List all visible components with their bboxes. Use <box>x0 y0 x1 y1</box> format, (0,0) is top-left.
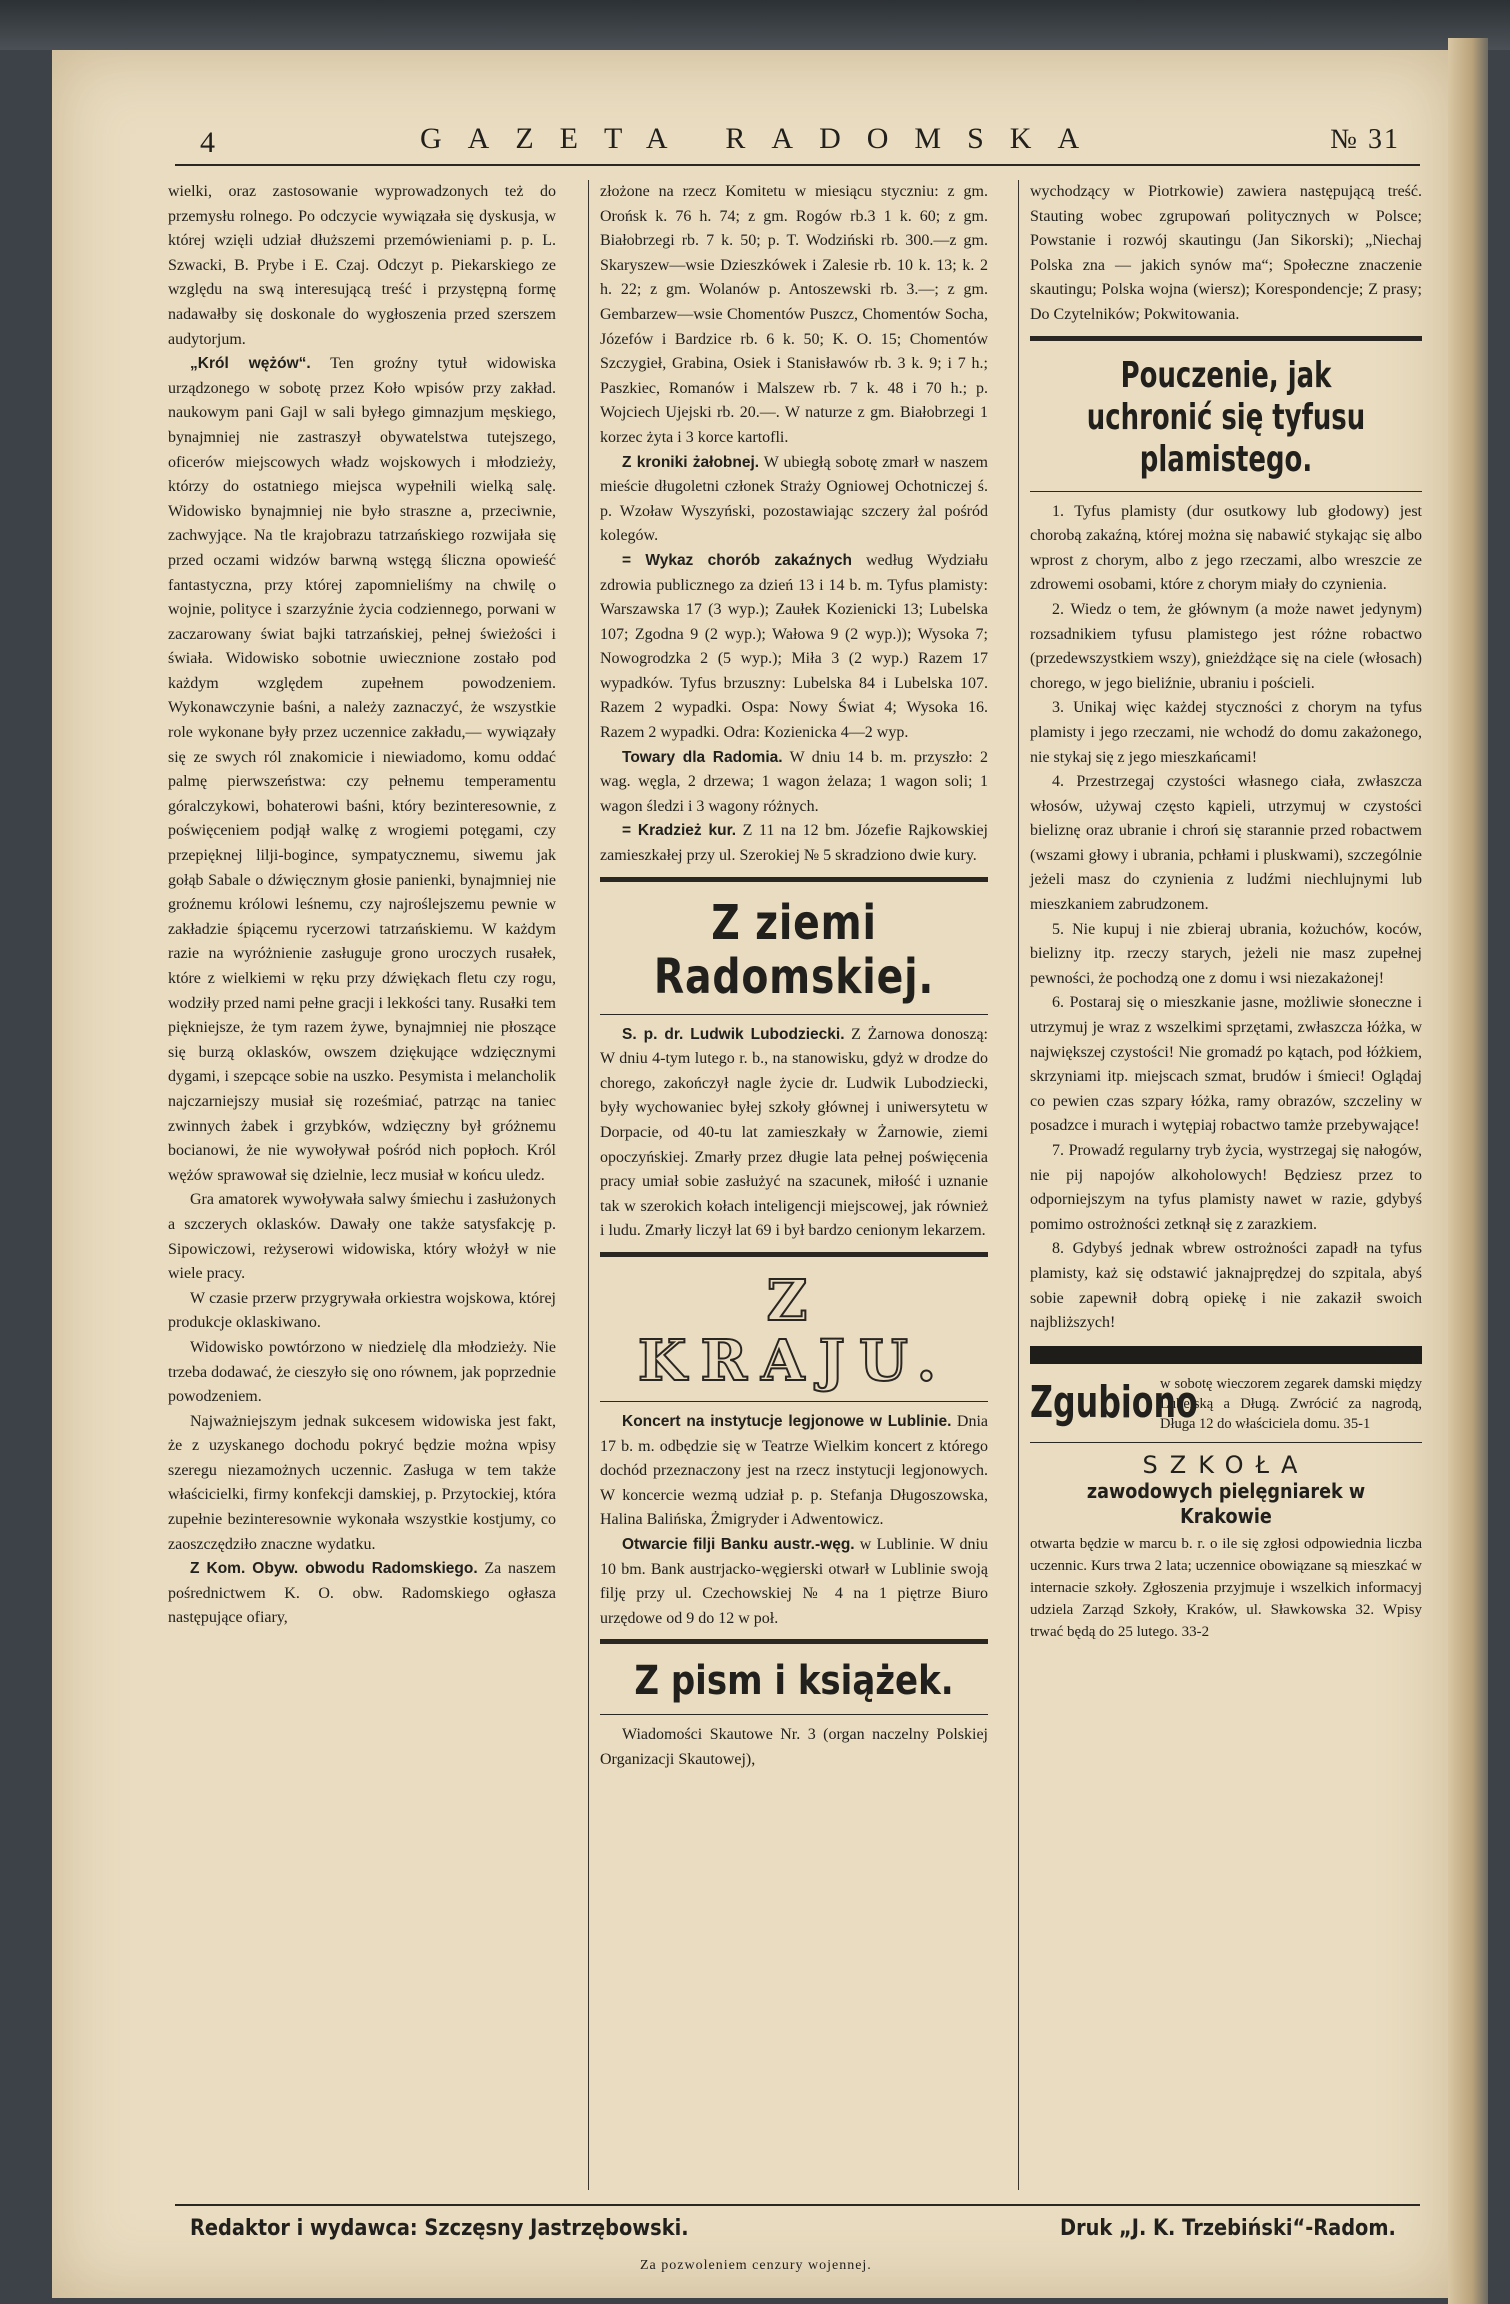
column-divider <box>588 180 589 2190</box>
article-paragraph <box>600 451 988 549</box>
article-paragraph <box>168 1336 556 1410</box>
article-text: Widowisko powtórzono w niedzielę dla młodzieży. Nie trzeba dodawać, że cieszyło się ono równem, jak poprzednie powodzeniem. <box>168 1338 556 1406</box>
article-text: w Lublinie. W dniu 10 bm. Bank austrjacko-węgierski otwarł w Lublinie swoją filję przy ul. Czechowskiej № 4 na 1 piętrze Biuro urzędowe od 9 do 12 w poł. <box>600 1535 988 1627</box>
column-1 <box>168 180 556 1631</box>
article-paragraph <box>1030 770 1422 918</box>
article-lead: Towary dla Radomia. <box>622 748 783 766</box>
article-text: W dniu 14 b. m. przyszło: 2 wag. węgla, 2 drzewa; 1 wagon żelaza; 1 wagon soli; 1 wagon śledzi i 3 wagony różnych. <box>600 748 989 815</box>
article-lead: S. p. dr. Ludwik Lubodziecki. <box>622 1025 845 1043</box>
page-number: 4 <box>200 126 217 159</box>
article-text: Dnia 17 b. m. odbędzie się w Teatrze Wielkim koncert z którego dochód przeznaczony jest na rzecz instytucji legjonowych. W koncercie wezmą udział p. p. Stefanja Długoszowska, Halina Balińska, Żmigryder i Adwentowicz. <box>600 1412 988 1529</box>
ad-zgubiono-text: w sobotę wieczorem zegarek damski między Lubelską a Długą. Zwrócić za nagrodą, Długa 12 do właściciela domu. 35-1 <box>1160 1375 1422 1432</box>
article-text: 2. Wiedz o tem, że głównym (a może nawet jedynym) rozsadnikiem tyfusu plamistego jest różne robactwo (przedewszystkiem wszy), gnieżdżące się na ciele (włosach) chorego, w jego bieliźnie, ubraniu i pościeli. <box>1030 600 1422 692</box>
article-paragraph <box>1030 180 1422 328</box>
article-lead: Koncert na instytucje legjonowe w Lublinie. <box>622 1412 952 1430</box>
section-rule <box>600 1639 988 1644</box>
article-text: Ten groźny tytuł widowiska urządzonego w sobotę przez Koło wpisów przy zakład. naukowym pani Gajl w sali byłego gimnazjum męskiego, bynajmniej nie zastraszył obywatelstwa tutejszego, oficerów miejscowych władz wojskowych i młodzieży, którzy do ostatniego miejsca wypełnili wielką salę. Widowisko bynajmniej nie było straszne a, przeciwnie, zachwyjące. Na tle krajobrazu tatrzańskiego rozwijała się przed oczami widzów barwną wstęgą śliczna opowieść fantastyczna, przy której zapomnieliśmy na chwilę o wojnie, polityce i szarzyźnie życia codziennego, porwani w zaczarowany świat bajki tatrzańskiej, pełnej świeżości i świała. Widowisko sobotnie uwiecznione zostało pod każdym względem zupełnem powodzeniem. Wykonawczynie baśni, a należy zaznaczyć, że wszystkie role wykonane były przez uczennice zakładu,— wywiązały się ze swych ról znakomicie i niewiadomo, komu oddać palmę pierwszeństwa: czy pełnemu temperamentu góralczykowi, bohaterowi baśni, który bezinteresownie, z poświęceniem podjął walkę z wrogiemi potęgami, czy przepięknej lilji-bogince, sympatycznemu, siwemu jak gołąb Sabale o dźwięcznym głosie panienki, bynajmniej nie groźnemu królowi leśnemu, czy najroślejszemu pewnie w zakładzie śpiącemu rycerzowi tatrzańskiemu. W każdym razie na wyróżnienie zasługuje grono uroczych rusałek, które z wielkiemi w ręku przy dźwiękach fletu czy rogu, wodziły przed nami pełne gracji i lekkości tany. Rusałki tem piękniejsze, że tym razem żywe, bynajmniej nie płoszące się burzą oklasków, owszem dziękujące wdzięcznymi dygami, i szepcące sobie na uszko. Pesymista i melancholik najczarniejszy musiał się roześmiać, patrząc na taniec zwinnych żabek i grzybków, wdzięczny był gróżnemu bocianowi, że nie wywoływał pośród nich popłoch. Król wężów sprawował się dzielnie, lecz musiał w końcu uledz. <box>168 355 556 1184</box>
article-paragraph <box>600 1723 988 1772</box>
article-text: Wiadomości Skautowe Nr. 3 (organ naczelny Polskiej Organizacji Skautowej), <box>600 1726 988 1768</box>
ad-rule <box>1030 1442 1422 1443</box>
article-text: Najważniejszym jednak sukcesem widowiska jest fakt, że z uzyskanego dochodu pokryć będzie można wpisy szeregu niezamożnych uczennic. Zasługa w tem także właścicielki, firmy konfekcji damskiej, p. Przytockiej, która zupełnie bezinteresownie wykonała wszystkie kostjumy, co zaoszczędziło znaczne wydatku. <box>168 1412 556 1553</box>
article-text: 8. Gdybyś jednak wbrew ostrożności zapadł na tyfus plamisty, każ się odstawić jaknajprędzej do szpitala, abyś sobie zapewnił dobrą opiekę i nie zakaził swoich najbliższych! <box>1030 1240 1422 1332</box>
article-paragraph <box>600 549 988 746</box>
article-paragraph <box>600 819 988 868</box>
page-edge <box>1448 38 1488 2304</box>
article-paragraph <box>168 180 556 352</box>
article-paragraph <box>1030 1139 1422 1237</box>
article-text: 5. Nie kupuj i nie zbieraj ubrania, kożuchów, koców, bielizny itp. rzeczy starych, jeżeli nie masz zupełnej pewności, że pochodzą one z domu i wsi niezakażonej! <box>1030 920 1422 987</box>
footer-rule <box>175 2204 1420 2206</box>
section-heading-kraju: Z KRAJU. <box>637 1267 951 1394</box>
article-text: 3. Unikaj więc każdej styczności z chorym na tyfus plamisty i jego rzeczami, nie wchodź do domu zakażonego, nie stykaj się z jego mieszkańcami! <box>1030 699 1422 766</box>
section-heading-pism: Z pism i książek. <box>634 1658 954 1705</box>
article-text: wielki, oraz zastosowanie wyprowadzonych też do przemysłu rolnego. Po odczycie wywiązała się dyskusja, w której wzięli udział dłuższemi przemówieniami p. p. L. Szwacki, B. Prybe i E. Czaj. Odczyt p. Piekarskiego ze względu na swą interesującą treść i przystępną formę nadawałby się doskonale do wygłoszenia przed szerszem audytorjum. <box>168 183 556 348</box>
article-paragraph <box>168 1410 556 1558</box>
school-ad-title: SZKOŁA <box>1142 1450 1310 1479</box>
binding-strip <box>0 0 1510 50</box>
section-heading-ziemi: Z ziemi Radomskiej. <box>653 894 935 1005</box>
issue-number: № 31 <box>1330 124 1400 155</box>
article-text: 4. Przestrzegaj czystości własnego ciała, zwłaszcza włosów, używaj często kąpieli, utrzymuj w czystości bieliznę oraz ubranie i chroń się starannie przed robactwem (wszami głowy i ubrania, pchłami i pluskwami), szczególnie jeżeli masz do czynienia z ludźmi niechlujnymi lub mieszkaniem zabrudzonem. <box>1030 773 1422 914</box>
article-lead: „Król wężów“. <box>190 355 311 373</box>
footer-editor: Redaktor i wydawca: Szczęsny Jastrzębowski. <box>190 2216 689 2241</box>
article-lead: Z Kom. Obyw. obwodu Radomskiego. <box>190 1560 478 1578</box>
article-lead: Otwarcie filji Banku austr.-węg. <box>622 1535 855 1553</box>
article-paragraph <box>600 1023 988 1244</box>
article-paragraph <box>168 352 556 1188</box>
ad-zgubiono-word: Zgubiono <box>1030 1377 1198 1429</box>
column-divider <box>1018 180 1019 2190</box>
section-rule <box>600 877 988 882</box>
article-text: 6. Postaraj się o mieszkanie jasne, możliwie słoneczne i utrzymuj je wraz z wszelkimi sprzętami, zwłaszcza łóżka, w największej czystości! Nie gromadź po kątach, pod łóżkiem, skrzyniami itp. miejscach szmat, brudów i śmieci! Oglądaj co pewien czas szpary łóżka, ramy obrazów, szczeliny w posadzce i murach i wytępiaj robactwo tamże przebywające! <box>1030 994 1422 1135</box>
article-paragraph <box>600 746 988 820</box>
article-text: 7. Prowadź regularny tryb życia, wystrzegaj się nałogów, nie pij napojów alkoholowych! Będziesz przez to odporniejszym na tyfus plamisty nawet w razie, gdybyś pomimo ostrożności zetknął się z zarazkiem. <box>1030 1142 1422 1233</box>
article-paragraph <box>600 1410 988 1533</box>
newspaper-title: GAZETA RADOMSKA <box>420 122 1106 155</box>
article-text: 1. Tyfus plamisty (dur osutkowy lub głodowy) jest chorobą zakaźną, której można się nabawić stykając się albo wprost z chorym, albo z jego rzeczami, albo wreszcie ze zdrowemi osobami, które z chorym miały do czynienia. <box>1030 502 1422 594</box>
article-paragraph <box>168 1287 556 1336</box>
footer-printer: Druk „J. K. Trzebiński“-Radom. <box>1060 2216 1396 2241</box>
article-paragraph <box>1030 598 1422 696</box>
article-paragraph <box>1030 500 1422 598</box>
article-paragraph <box>1030 696 1422 770</box>
article-text: Z Żarnowa donoszą: W dniu 4-tym lutego r. b., na stanowisku, gdyż w drodze do chorego, zakończył nagle życie dr. Ludwik Lubodziecki, były wychowaniec byłej szkoły głównej i uniwersytetu w Dorpacie, od 40-tu lat zamieszkały w Żarnowie, ziemi opoczyńskiej. Zmarły przez długie lata pełnej poświęcenia pracy umiał sobie zasłużyć na szacunek, miłość i uznanie tak w szerokich kołach inteligencji miejscowej, jak również i ludu. Zmarły liczył lat 69 i był bardzo cenionym lekarzem. <box>600 1025 988 1240</box>
article-paragraph <box>1030 991 1422 1139</box>
article-paragraph <box>1030 1237 1422 1335</box>
section-rule <box>1030 491 1422 492</box>
article-text: Z 11 na 12 bm. Józefie Rajkowskiej zamieszkałej przy ul. Szerokiej № 5 skradziono dwie kury. <box>600 822 988 865</box>
article-paragraph <box>1030 918 1422 992</box>
article-paragraph <box>600 180 988 451</box>
article-paragraph <box>600 1533 988 1631</box>
header-rule <box>175 164 1420 166</box>
article-text: Gra amatorek wywoływała salwy śmiechu i zasłużonych a szczerych oklasków. Dawały one także satysfakcję p. Sipowiczowi, reżyserowi widowiska, który włożył w nie wiele pracy. <box>168 1191 556 1283</box>
article-paragraph <box>168 1557 556 1631</box>
article-text: złożone na rzecz Komitetu w miesiącu styczniu: z gm. Orońsk k. 76 h. 74; z gm. Rogów rb.3 1 k. 60; z gm. Białobrzegi rb. 7 k. 50; p. T. Wodziński rb. 300.—z gm. Skaryszew—wsie Dzieszkówek i Zalesie rb. 10 k. 13; k. 2 h. 22; z gm. Wolanów p. Antoszewski rb. 3.—; z gm. Gembarzew—wsie Chomentów Puszcz, Chomentów Socha, Józefów i Bardzice rb. 6 k. 50; K. O. 15; Chomentów Szczygieł, Grabina, Osiek i Stanisławów rb. 3 k. 9; i 7 h.; Paszkiec, Romanów i Malszew rb. 7 k. 48 i 70 h.; p. Wojciech Ujejski rb. 20.—. W naturze z gm. Białobrzegi 1 korzec żyta i 3 korce kartofli. <box>600 183 988 446</box>
article-text: W ubiegłą sobotę zmarł w naszem mieście długoletni członek Straży Ogniowej Ochotniczej ś. p. Wzoław Wyszyński, pozostawiając szczery żal pośród kolegów. <box>600 453 988 545</box>
article-lead: = Kradzież kur. <box>622 822 737 840</box>
ad-separator-bar <box>1030 1346 1422 1364</box>
section-rule <box>1030 336 1422 341</box>
masthead <box>140 118 1400 158</box>
article-text: według Wydziału zdrowia publicznego za dzień 13 i 14 b. m. Tyfus plamisty: Warszawska 17 (3 wyp.); Zaułek Kozienicki 13; Lubelska 107; Zgodna 9 (2 wyp.); Wałowa 9 (2 wyp.)); Wysoka 7; Nowogrodzka 2 (5 wyp.); Miła 3 (2 wyp.) Razem 17 wypadków. Tyfus brzuszny: Lubelska 84 i Lubelska 107. Razem 2 wypadki. Ospa: Nowy Świat 4; Wysoka 16. Razem 2 wypadki. Odra: Kozienicka 4—2 wyp. <box>600 551 988 742</box>
section-rule <box>600 1401 988 1402</box>
section-rule <box>600 1014 988 1015</box>
column-3 <box>1030 180 1422 1643</box>
section-rule <box>600 1714 988 1715</box>
section-heading-tyfus: Pouczenie, jak uchronić się tyfusu plamistego. <box>1086 354 1366 480</box>
article-lead: = Wykaz chorób zakaźnych <box>622 551 852 569</box>
column-2 <box>600 180 988 1773</box>
school-ad-subtitle: zawodowych pielęgniarek w Krakowie <box>1086 1479 1366 1528</box>
article-text: Za naszem pośrednictwem K. O. obw. Radomskiego ogłasza następujące ofiary, <box>168 1560 556 1627</box>
article-text: W czasie przerw przygrywała orkiestra wojskowa, której produkcje oklaskiwano. <box>168 1289 556 1332</box>
article-text: wychodzący w Piotrkowie) zawiera następującą treść. Stauting wobec zgrupowań politycznych w Polsce; Powstanie i rozwój skautingu (Jan Sikorski); „Niechaj Polska zna — jakich synów ma“; Społeczne znaczenie skautingu; Polska wojna (wiersz); Korespondencje; Z prasy; Do Czytelników; Pokwitowania. <box>1030 183 1422 323</box>
article-lead: Z kroniki żałobnej. <box>622 453 760 471</box>
article-paragraph <box>168 1188 556 1286</box>
lost-item-ad <box>1030 1374 1422 1434</box>
section-rule <box>600 1252 988 1257</box>
school-ad-text: otwarta będzie w marcu b. r. o ile się zgłosi odpowiednia liczba uczennic. Kurs trwa 2 lata; uczennice obowiązane są mieszkać w internacie szkoły. Zgłoszenia przyjmuje i wszelkich informacyj udziela Zarząd Szkoły, Kraków, ul. Sławkowska 32. Wpisy trwać będą do 25 lutego. 33-2 <box>1030 1535 1422 1640</box>
censor-note: Za pozwoleniem cenzury wojennej. <box>640 2258 872 2273</box>
